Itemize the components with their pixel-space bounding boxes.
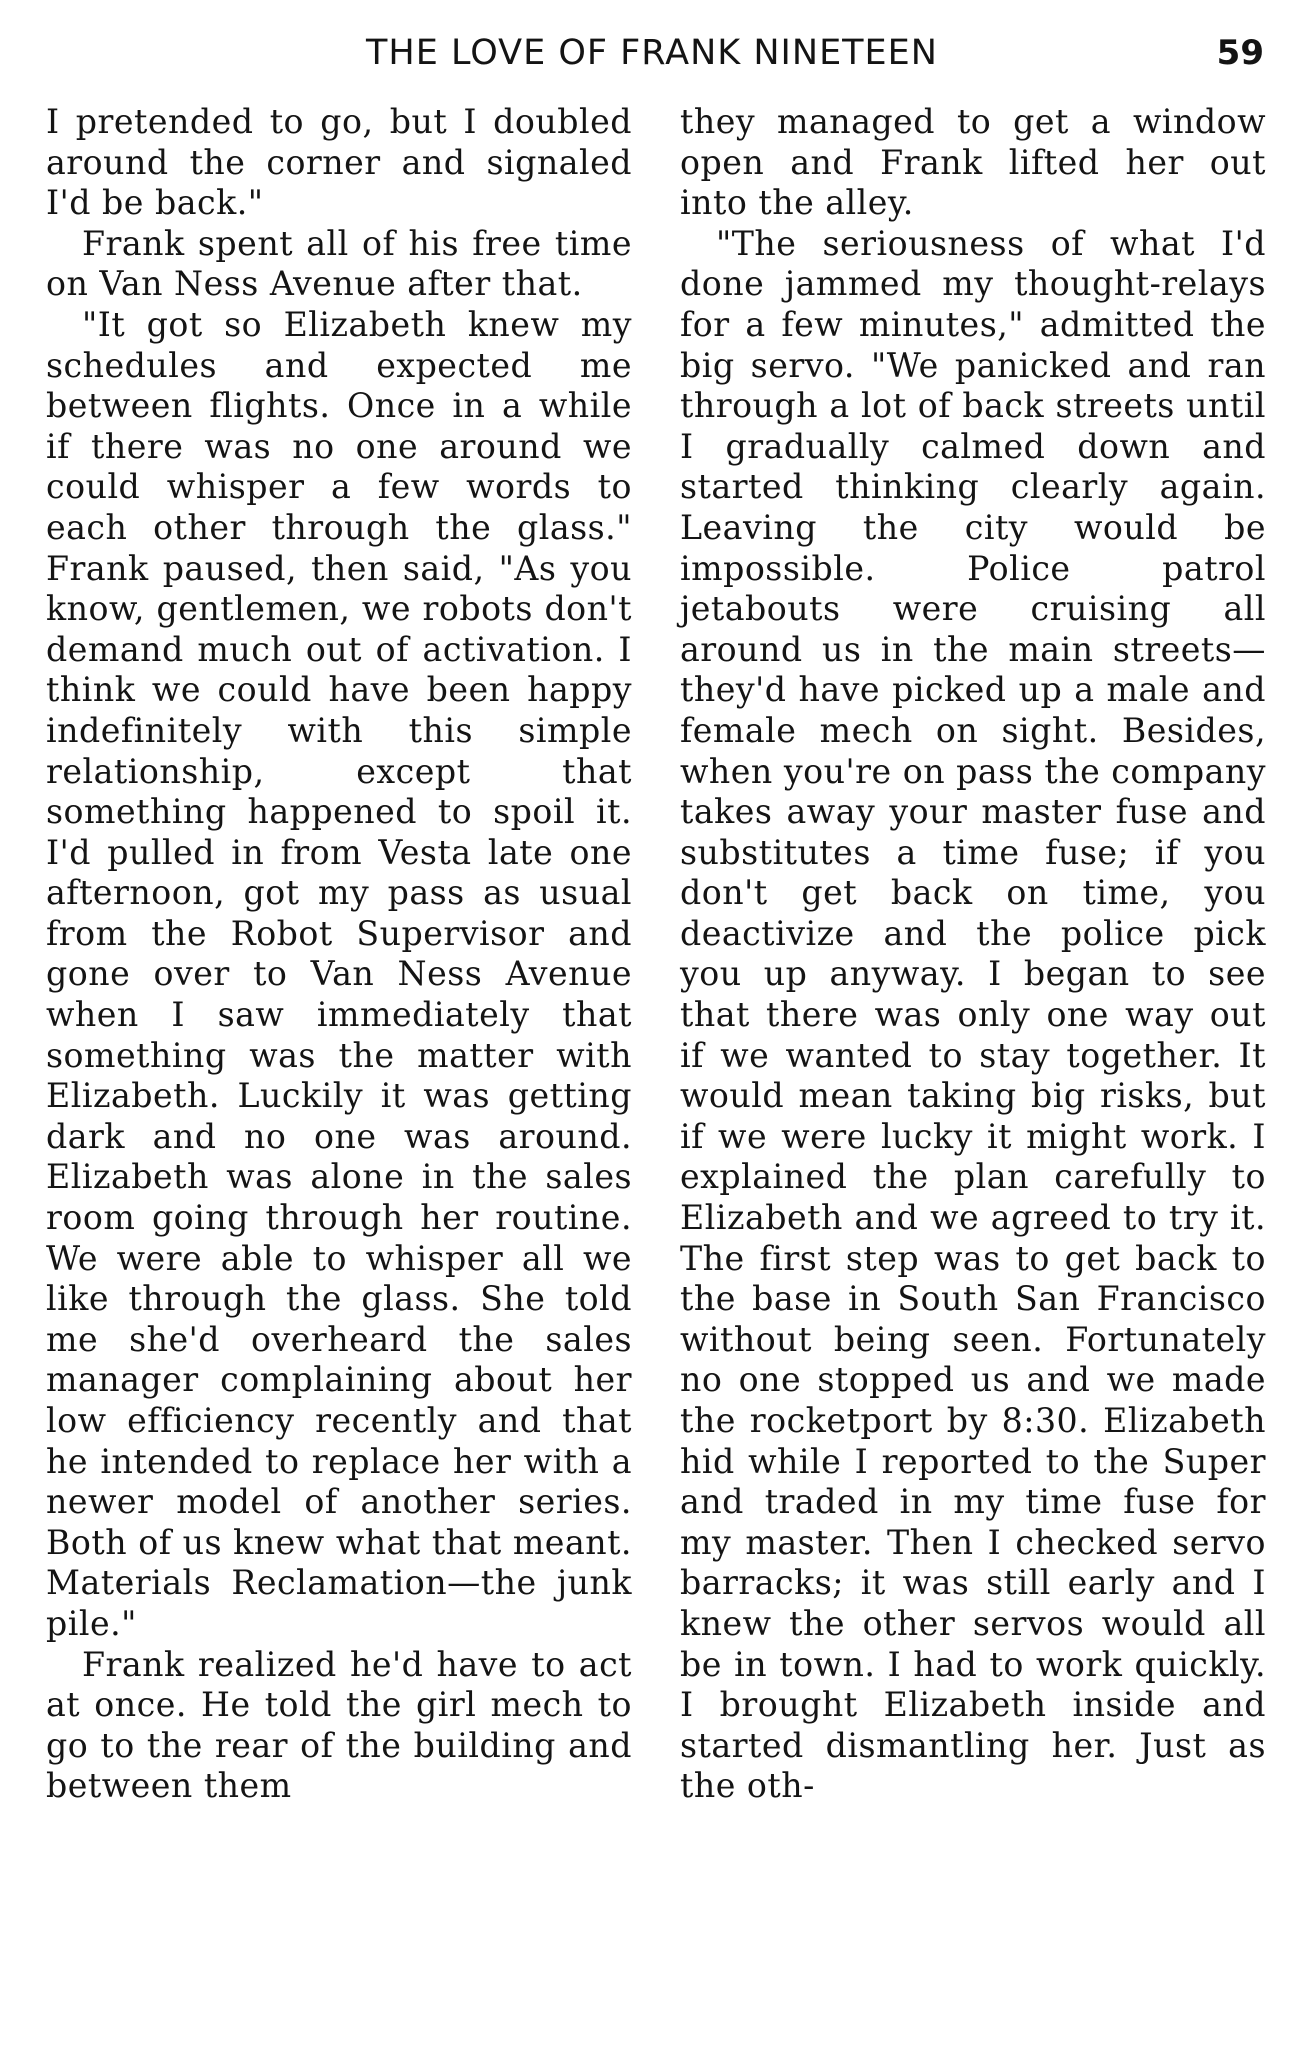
- paragraph: "It got so Elizabeth knew my schedules and expected me between flights. Once in a while if there was no one around we could whisper a few words to each other through the glass." Frank paused, then said, "As you know, gentlemen, we robots don't demand much out of activation. I think we could have been happy indefinitely with this simple relationship, except that something happened to spoil it. I'd pulled in from Vesta late one afternoon, got my pass as usual from the Robot Supervisor and gone over to Van Ness Avenue when I saw immediately that something was the matter with Elizabeth. Luckily it was getting dark and no one was around. Elizabeth was alone in the sales room going through her routine. We were able to whisper all we like through the glass. She told me she'd overheard the sales manager complaining about her low efficiency recently and that he intended to replace her with a newer model of another series. Both of us knew what that meant. Materials Reclamation—the junk pile.": [46, 304, 632, 1643]
- running-title: THE LOVE OF FRANK NINETEEN: [366, 33, 938, 73]
- paragraph: Frank spent all of his free time on Van Ness Avenue after that.: [46, 223, 632, 304]
- paragraph: I pretended to go, but I doubled around the corner and signaled I'd be back.": [46, 102, 632, 223]
- page-number: 59: [1216, 33, 1264, 73]
- page-header: [40, 30, 1264, 76]
- paragraph: they managed to get a window open and Frank lifted her out into the alley.: [680, 102, 1266, 223]
- right-column: [680, 102, 1266, 1807]
- left-column: [46, 102, 632, 1807]
- paragraph: "The seriousness of what I'd done jammed my thought-relays for a few minutes," admitted the big servo. "We panicked and ran through a lot of back streets until I gradually calmed down and started thinking clearly again. Leaving the city would be impossible. Police patrol jetabouts were cruising all around us in the main streets—they'd have picked up a male and female mech on sight. Besides, when you're on pass the company takes away your master fuse and substitutes a time fuse; if you don't get back on time, you deactivize and the police pick you up anyway. I began to see that there was only one way out if we wanted to stay together. It would mean taking big risks, but if we were lucky it might work. I explained the plan carefully to Elizabeth and we agreed to try it. The first step was to get back to the base in South San Francisco without being seen. Fortunately no one stopped us and we made the rocketport by 8:30. Elizabeth hid while I reported to the Super and traded in my time fuse for my master. Then I checked servo barracks; it was still early and I knew the other servos would all be in town. I had to work quickly. I brought Elizabeth inside and started dismantling her. Just as the oth-: [680, 223, 1266, 1806]
- paragraph: Frank realized he'd have to act at once. He told the girl mech to go to the rear of the building and between them: [46, 1644, 632, 1806]
